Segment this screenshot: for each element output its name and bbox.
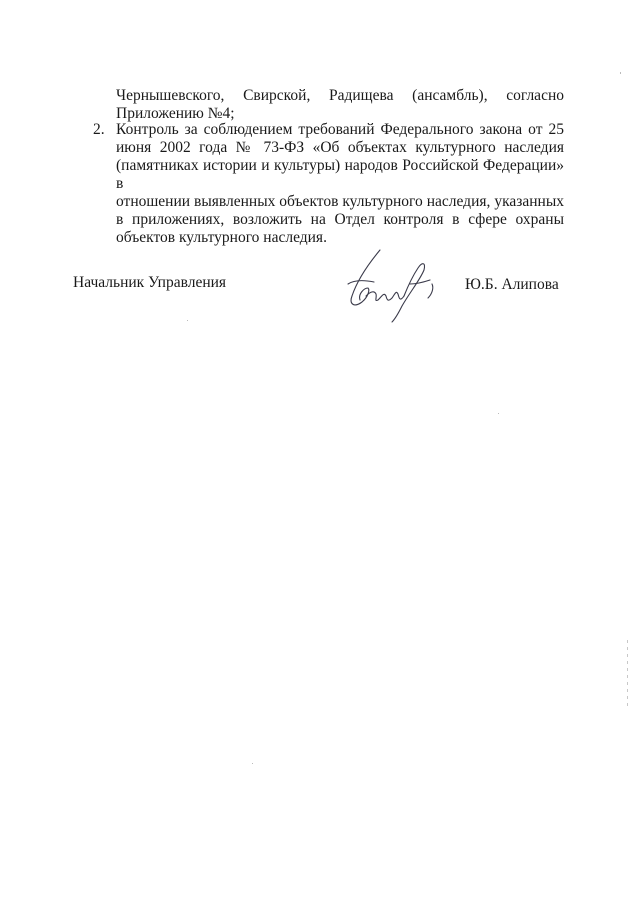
- signatory-name: Ю.Б. Алипова: [465, 276, 559, 293]
- continuation-line-2: Приложению №4;: [116, 105, 235, 122]
- item2-line-6: объектов культурного наследия.: [116, 229, 327, 246]
- signatory-role: Начальник Управления: [73, 274, 227, 291]
- item2-line-2: июня 2002 года № 73-ФЗ «Об объектах культурного наследия: [116, 139, 564, 156]
- continuation-line-1: Чернышевского, Свирской, Радищева (ансамбль), согласно: [116, 87, 564, 104]
- scan-speck: [187, 320, 188, 321]
- item2-line-1: Контроль за соблюдением требований Федерального закона от 25: [116, 121, 564, 138]
- list-item-number: 2.: [93, 121, 105, 138]
- scan-edge-mark: [627, 640, 628, 710]
- continuation-paragraph: [116, 87, 564, 123]
- scan-speck: [620, 72, 621, 74]
- scan-speck: [498, 413, 499, 414]
- handwritten-signature: [340, 244, 445, 324]
- list-item-2-text: [116, 121, 564, 247]
- item2-line-4: отношении выявленных объектов культурного наследия, указанных: [116, 193, 564, 210]
- scan-speck: [252, 763, 253, 764]
- item2-line-5: в приложениях, возложить на Отдел контроля в сфере охраны: [116, 211, 564, 228]
- item2-line-3: (памятниках истории и культуры) народов Российской Федерации» в: [116, 157, 564, 192]
